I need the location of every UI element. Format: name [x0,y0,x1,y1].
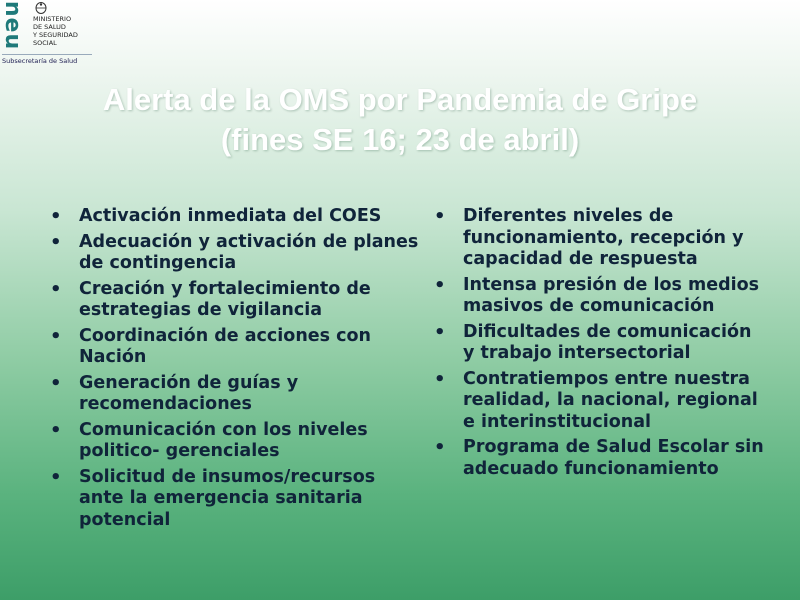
slide-title-line-1: Alerta de la OMS por Pandemia de Gripe [102,82,698,117]
slide-title [0,80,800,160]
coat-of-arms-icon [34,2,48,14]
neu-logo-mark [0,0,26,50]
ministry-line: MINISTERIO [33,15,72,23]
bullet-item: • Solicitud de insumos/recursos ante la emergencia sanitaria potencial [50,467,420,532]
bullet-item: • Adecuación y activación de planes de contingencia [50,232,420,275]
bullet-item: • Comunicación con los niveles politico- gerenciales [50,420,420,463]
bullet-item: • Contratiempos entre nuestra realidad, la nacional, regional e interinstitucional [434,369,764,434]
ministry-line: Y SEGURIDAD [33,31,78,39]
ministry-line: SOCIAL [33,39,57,47]
bullet-item: • Generación de guías y recomendaciones [50,373,420,416]
bullet-item: • Coordinación de acciones con Nación [50,326,420,369]
bullet-item: • Activación inmediata del COES [50,206,420,228]
left-bullet-list [50,206,420,535]
slide-title-line-2: (fines SE 16; 23 de abril) [220,122,580,157]
bullet-item: • Creación y fortalecimiento de estrategias de vigilancia [50,279,420,322]
bullet-item: • Programa de Salud Escolar sin adecuado funcionamiento [434,437,764,480]
subsecretaria-label: Subsecretaría de Salud [2,57,78,65]
bullet-item: • Diferentes niveles de funcionamiento, recepción y capacidad de respuesta [434,206,764,271]
ministry-line: DE SALUD [33,23,66,31]
right-bullet-list [434,206,764,484]
bullet-item: • Dificultades de comunicación y trabajo intersectorial [434,322,764,365]
ministry-logo [0,0,95,66]
ministry-name [33,15,95,47]
logo-divider [2,54,92,55]
neu-logo-text: neu [0,0,26,50]
bullet-item: • Intensa presión de los medios masivos de comunicación [434,275,764,318]
